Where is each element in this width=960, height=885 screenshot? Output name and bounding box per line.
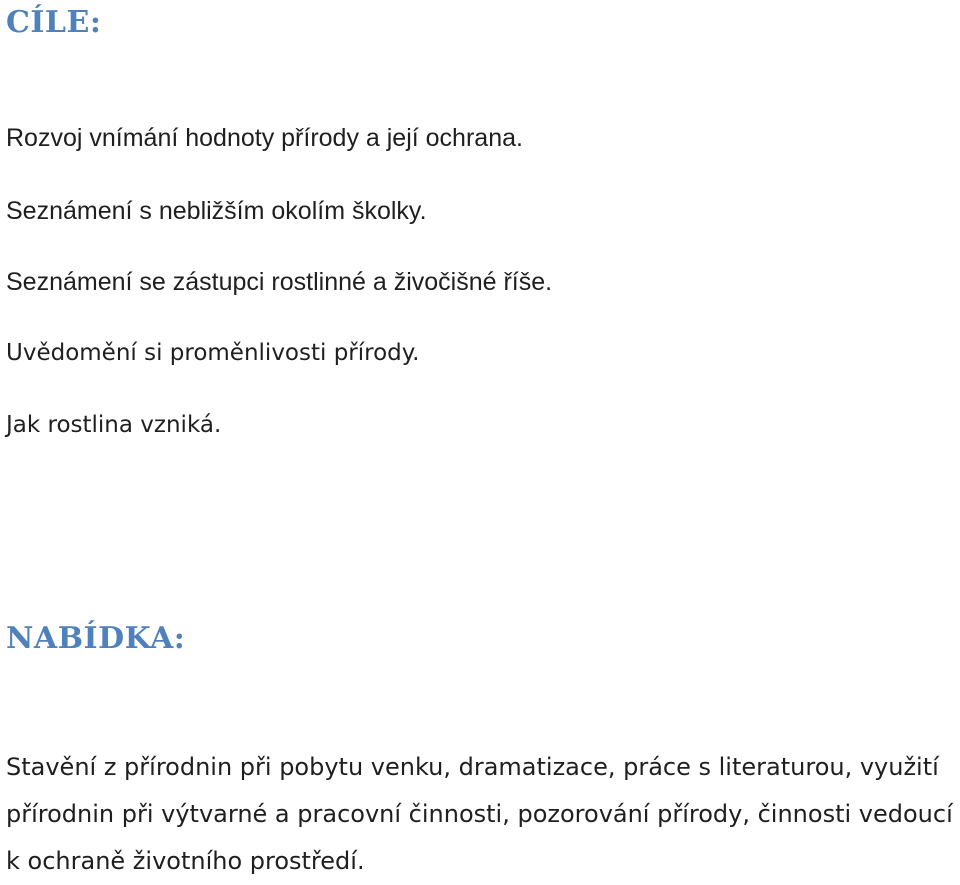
- goal-item: Uvědomění si proměnlivosti přírody.: [6, 340, 420, 366]
- offer-paragraph: Stavění z přírodnin při pobytu venku, dramatizace, práce s literaturou, využití přírodnin při výtvarné a pracovní činnosti, pozorování přírody, činnosti vedoucí k ochraně životního prostředí.: [6, 753, 953, 875]
- goal-item: Jak rostlina vzniká.: [6, 412, 222, 438]
- goal-item: Seznámení se zástupci rostlinné a živočišné říše.: [6, 268, 553, 296]
- goals-heading: CÍLE:: [6, 5, 102, 40]
- goal-item: Seznámení s nebližším okolím školky.: [6, 197, 427, 225]
- offer-heading: NABÍDKA:: [6, 621, 186, 656]
- goal-item: Rozvoj vnímání hodnoty přírody a její ochrana.: [6, 124, 523, 152]
